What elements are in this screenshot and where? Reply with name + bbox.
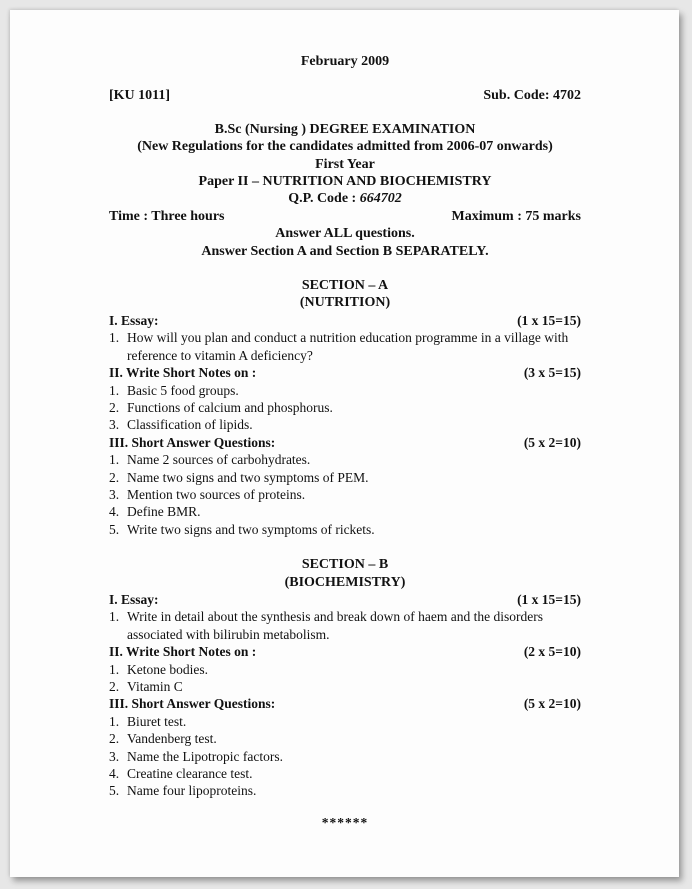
section-b-short-note-2 [109, 678, 581, 695]
question-number: 2. [109, 679, 120, 694]
question-number: 3. [109, 417, 120, 433]
question-text: Name four lipoproteins. [127, 783, 257, 799]
section-a-short-answers-heading: III. Short Answer Questions: [109, 434, 276, 450]
section-a-short-answer-2 [109, 469, 581, 486]
question-number: 3. [109, 486, 120, 502]
question-number: 1. [109, 609, 120, 625]
section-a-short-answer-1 [109, 451, 581, 468]
question-text: How will you plan and conduct a nutrition education programme in a village with reference to vitamin A deficiency? [127, 330, 569, 363]
question-number: 1. [109, 661, 120, 677]
section-b-short-answers-heading: III. Short Answer Questions: [109, 696, 276, 712]
question-text: Vitamin C [127, 679, 183, 694]
time-marks-row [109, 208, 581, 225]
section-b-essay-marks: (1 x 15=15) [517, 591, 581, 607]
question-number: 1. [109, 452, 120, 468]
question-number: 2. [109, 469, 120, 485]
question-number: 4. [109, 766, 120, 782]
section-a-short-answer-5 [109, 521, 581, 538]
exam-duration: Time : Three hours [109, 208, 225, 224]
question-number: 5. [109, 783, 120, 799]
question-text: Functions of calcium and phosphorus. [127, 399, 333, 415]
exam-date: February 2009 [300, 54, 390, 69]
section-a-short-answers-heading-row [109, 434, 581, 451]
section-a-short-note-2 [109, 399, 581, 416]
exam-paper-sheet [10, 10, 679, 877]
instruction-separately: Answer Section A and Section B SEPARATELY. [201, 243, 489, 259]
section-a-short-answers-marks: (5 x 2=10) [523, 434, 581, 450]
section-b-short-answer-1 [109, 713, 581, 730]
question-text: Creatine clearance test. [127, 766, 253, 782]
question-text: Basic 5 food groups. [127, 382, 239, 398]
section-a-short-notes-heading: II. Write Short Notes on : [109, 365, 257, 381]
section-b-short-notes-heading-row [109, 643, 581, 660]
question-text: Ketone bodies. [127, 661, 208, 677]
section-b-essay-heading-row [109, 591, 581, 608]
question-text: Name 2 sources of carbohydrates. [127, 452, 311, 468]
section-a-short-notes-heading-row [109, 364, 581, 381]
section-b-short-answer-2 [109, 730, 581, 747]
section-a-short-notes-marks: (3 x 5=15) [523, 365, 581, 381]
question-text: Name the Lipotropic factors. [127, 748, 283, 764]
question-text: Biuret test. [127, 713, 187, 729]
question-text: Mention two sources of proteins. [127, 486, 306, 502]
section-a-title: SECTION – A [301, 278, 389, 294]
paper-title: Paper II – NUTRITION AND BIOCHEMISTRY [198, 174, 492, 190]
question-text: Name two signs and two symptoms of PEM. [127, 469, 369, 485]
exam-year: First Year [315, 156, 375, 172]
section-a-essay-heading: I. Essay: [109, 312, 159, 328]
section-a-essay-question-1 [109, 329, 581, 364]
section-a-essay-marks: (1 x 15=15) [517, 312, 581, 328]
exam-paper-content [109, 53, 581, 831]
question-number: 3. [109, 748, 120, 764]
section-b-short-notes-marks: (2 x 5=10) [523, 644, 581, 660]
section-b-subtitle: (BIOCHEMISTRY) [284, 574, 406, 590]
section-b-short-answer-4 [109, 765, 581, 782]
question-number: 1. [109, 330, 120, 346]
section-b-essay-question-1 [109, 608, 581, 643]
question-number: 2. [109, 399, 120, 415]
question-text: Write two signs and two symptoms of rickets. [127, 521, 375, 537]
maximum-marks: Maximum : 75 marks [451, 208, 581, 224]
question-text: Classification of lipids. [127, 417, 253, 433]
section-a-essay-heading-row [109, 312, 581, 329]
question-number: 4. [109, 504, 120, 520]
section-a-short-note-3 [109, 416, 581, 433]
section-a-short-answer-3 [109, 486, 581, 503]
sub-code: Sub. Code: 4702 [483, 88, 581, 104]
regulations-note: (New Regulations for the candidates admitted from 2006-07 onwards) [137, 139, 553, 155]
question-number: 5. [109, 521, 120, 537]
section-b-short-answers-marks: (5 x 2=10) [523, 696, 581, 712]
end-of-paper-mark: ****** [321, 814, 369, 830]
section-a-short-answer-4 [109, 503, 581, 520]
question-number: 2. [109, 731, 120, 747]
ku-code: [KU 1011] [109, 88, 171, 104]
section-a-subtitle: (NUTRITION) [299, 295, 391, 311]
qp-code-value: 664702 [359, 191, 402, 207]
qp-code-label: Q.P. Code : [288, 191, 360, 207]
qp-code-line [109, 190, 581, 207]
question-text: Vandenberg test. [127, 731, 217, 747]
section-a-short-note-1 [109, 382, 581, 399]
exam-title: B.Sc (Nursing ) DEGREE EXAMINATION [214, 121, 476, 137]
section-b-short-notes-heading: II. Write Short Notes on : [109, 644, 257, 660]
code-row [109, 87, 581, 104]
question-text: Define BMR. [127, 504, 201, 520]
section-b-short-answer-3 [109, 748, 581, 765]
section-b-essay-heading: I. Essay: [109, 591, 159, 607]
instruction-answer-all: Answer ALL questions. [275, 226, 415, 242]
section-b-short-answer-5 [109, 782, 581, 799]
question-number: 1. [109, 382, 120, 398]
question-text: Write in detail about the synthesis and break down of haem and the disorders associated with bilirubin metabolism. [127, 609, 543, 642]
question-number: 1. [109, 713, 120, 729]
section-b-title: SECTION – B [301, 557, 389, 573]
section-b-short-note-1 [109, 661, 581, 678]
section-b-short-answers-heading-row [109, 695, 581, 712]
